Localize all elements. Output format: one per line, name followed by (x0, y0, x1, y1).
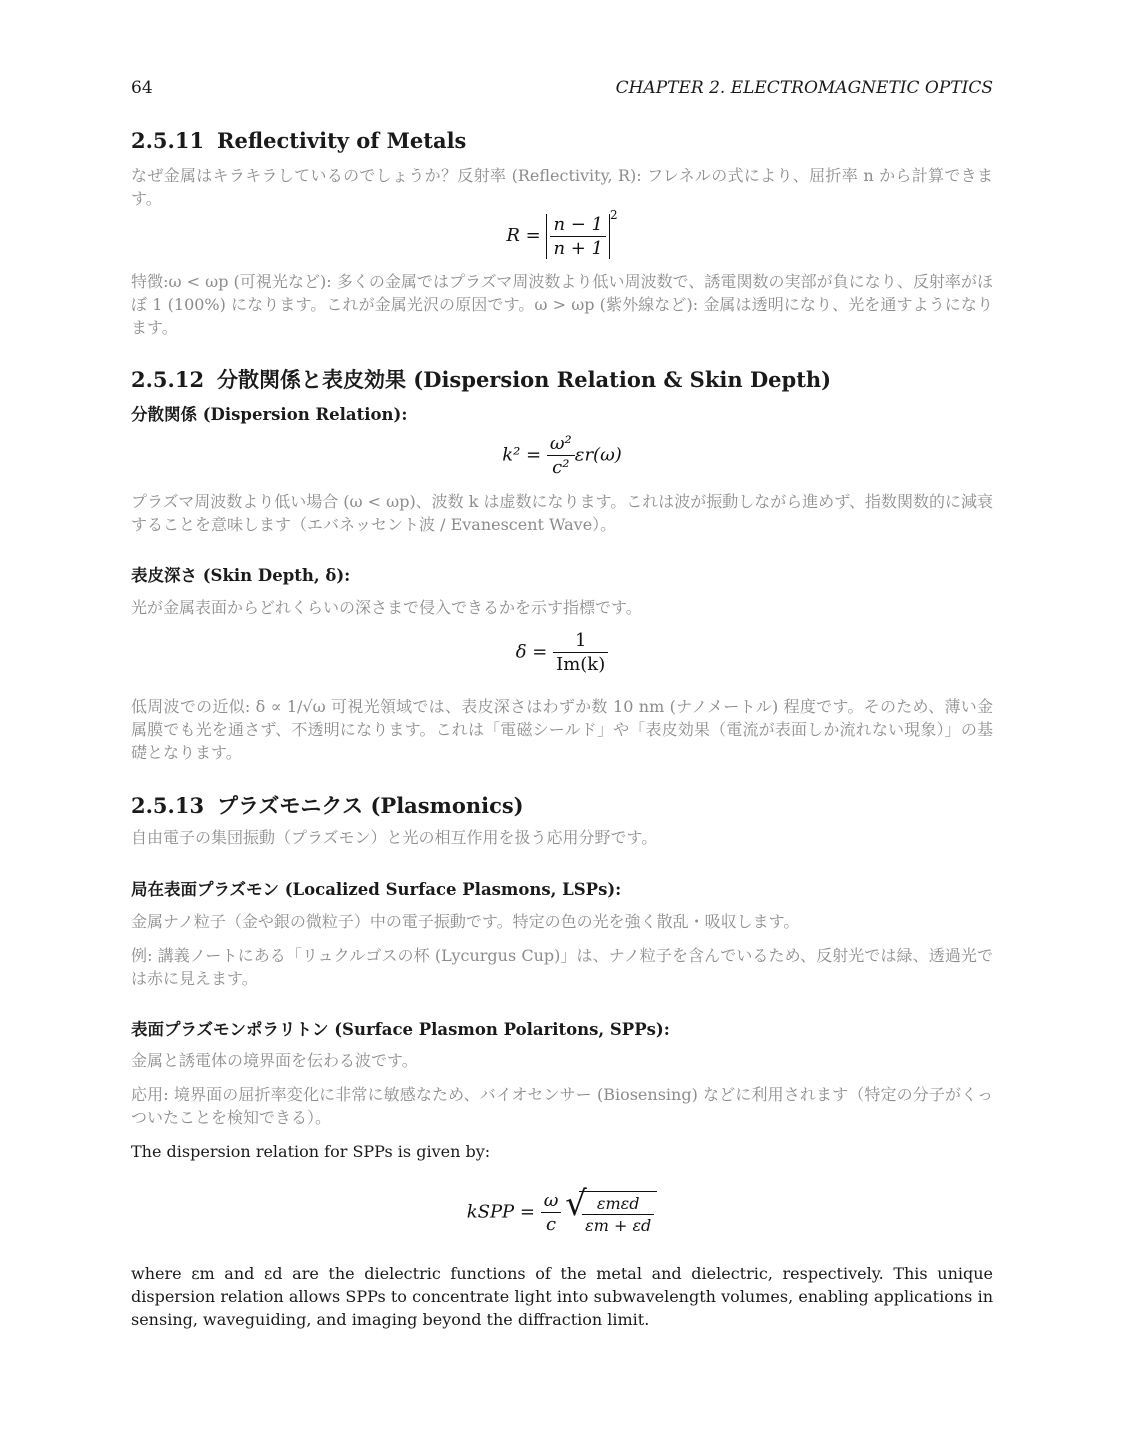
section-heading-2-5-13 (131, 790, 993, 820)
equation-lhs: R = (506, 225, 541, 246)
spp-text: 金属と誘電体の境界面を伝わる波です。 (131, 1051, 418, 1070)
reflectivity-equation (131, 208, 993, 259)
square-root (579, 1191, 657, 1235)
equation-numerator: ω (541, 1190, 562, 1213)
plasmonics-intro: 自由電子の集団振動（プラズモン）と光の相互作用を扱う応用分野です。 (131, 828, 658, 847)
section-heading-2-5-11 (131, 128, 993, 153)
equation-lhs: k² = (502, 444, 542, 466)
reflectivity-features: 特徴:ω < ωp (可視光など): 多くの金属ではプラズマ周波数より低い周波数で、誘電関数の実部が負になり、反射率がほぼ 1 (100%) になります。これが金属光沢の原因です。ω > ωp (紫外線など): 金属は透明になり、光を通すようになります。 (131, 272, 993, 337)
equation-exponent: 2 (610, 208, 618, 222)
spp-dispersion-intro: The dispersion relation for SPPs is given by: (131, 1142, 491, 1161)
skin-depth-text: 光が金属表面からどれくらいの深さまで侵入できるかを示す指標です。 (131, 598, 642, 617)
equation-lhs: δ = (515, 641, 548, 663)
reflectivity-intro: なぜ金属はキラキラしているのでしょうか？反射率 (Reflectivity, R): フレネルの式により、屈折率 n から計算できます。 (131, 166, 993, 208)
equation-lhs: kSPP = (466, 1201, 535, 1223)
equation-denominator: c (546, 1214, 557, 1235)
abs-bars (546, 214, 610, 259)
page-number: 64 (131, 78, 153, 98)
spp-dispersion-equation (131, 1190, 993, 1235)
chapter-title: CHAPTER 2. ELECTROMAGNETIC OPTICS (615, 78, 993, 98)
lsp-heading: 局在表面プラズモン (Localized Surface Plasmons, LSPs): (131, 880, 622, 899)
running-head (131, 78, 993, 102)
equation-rhs: εr(ω) (574, 444, 622, 466)
section-number: 2.5.11 (131, 128, 205, 153)
lsp-text: 金属ナノ粒子（金や銀の微粒子）中の電子振動です。特定の色の光を強く散乱・吸収します。 (131, 912, 800, 931)
spp-application: 応用: 境界面の屈折率変化に非常に敏感なため、バイオセンサー (Biosensing) などに利用されます（特定の分子がくっついたことを検知できる）。 (131, 1085, 993, 1127)
equation-denominator: n + 1 (553, 237, 604, 259)
dispersion-heading: 分散関係 (Dispersion Relation): (131, 405, 408, 424)
section-title: Reflectivity of Metals (217, 128, 467, 153)
skin-depth-equation (131, 630, 993, 675)
equation-numerator: n − 1 (550, 214, 606, 237)
section-number: 2.5.13 (131, 793, 205, 818)
section-heading-2-5-12 (131, 364, 993, 394)
skin-depth-approximation: 低周波での近似: δ ∝ 1/√ω 可視光領域では、表皮深さはわずか数 10 nm (ナノメートル) 程度です。そのため、薄い金属膜でも光を通さず、不透明になります。これは「電磁シールド」や「表皮効果（電流が表面しか流れない現象）」の基礎となります。 (131, 697, 993, 762)
section-number: 2.5.12 (131, 367, 205, 392)
spp-heading: 表面プラズモンポラリトン (Surface Plasmon Polaritons, SPPs): (131, 1020, 670, 1039)
equation-denominator: Im(k) (556, 654, 606, 675)
root-denominator: εm + εd (585, 1215, 652, 1235)
equation-denominator: c² (552, 457, 570, 478)
dispersion-equation (131, 433, 993, 478)
closing-paragraph: where εm and εd are the dielectric functions of the metal and dielectric, respectively. This unique dispersion relation allows SPPs to concentrate light into subwavelength volumes, enabling applications in sensing, waveguiding, and imaging beyond the diffraction limit. (131, 1264, 993, 1329)
equation-numerator: ω² (547, 433, 575, 456)
skin-depth-heading: 表皮深さ (Skin Depth, δ): (131, 566, 351, 585)
dispersion-text: プラズマ周波数より低い場合 (ω < ωp)、波数 k は虚数になります。これは波が振動しながら進めず、指数関数的に減衰することを意味します（エバネッセント波 / Evanescent Wave）。 (131, 492, 993, 534)
section-title: 分散関係と表皮効果 (Dispersion Relation & Skin Depth) (217, 367, 832, 392)
root-numerator: √ εmεd (582, 1194, 654, 1215)
lsp-example: 例: 講義ノートにある「リュクルゴスの杯 (Lycurgus Cup)」は、ナノ粒子を含んでいるため、反射光では緑、透過光では赤に見えます。 (131, 946, 993, 988)
equation-numerator: 1 (553, 630, 608, 653)
section-title: プラズモニクス (Plasmonics) (217, 793, 524, 818)
